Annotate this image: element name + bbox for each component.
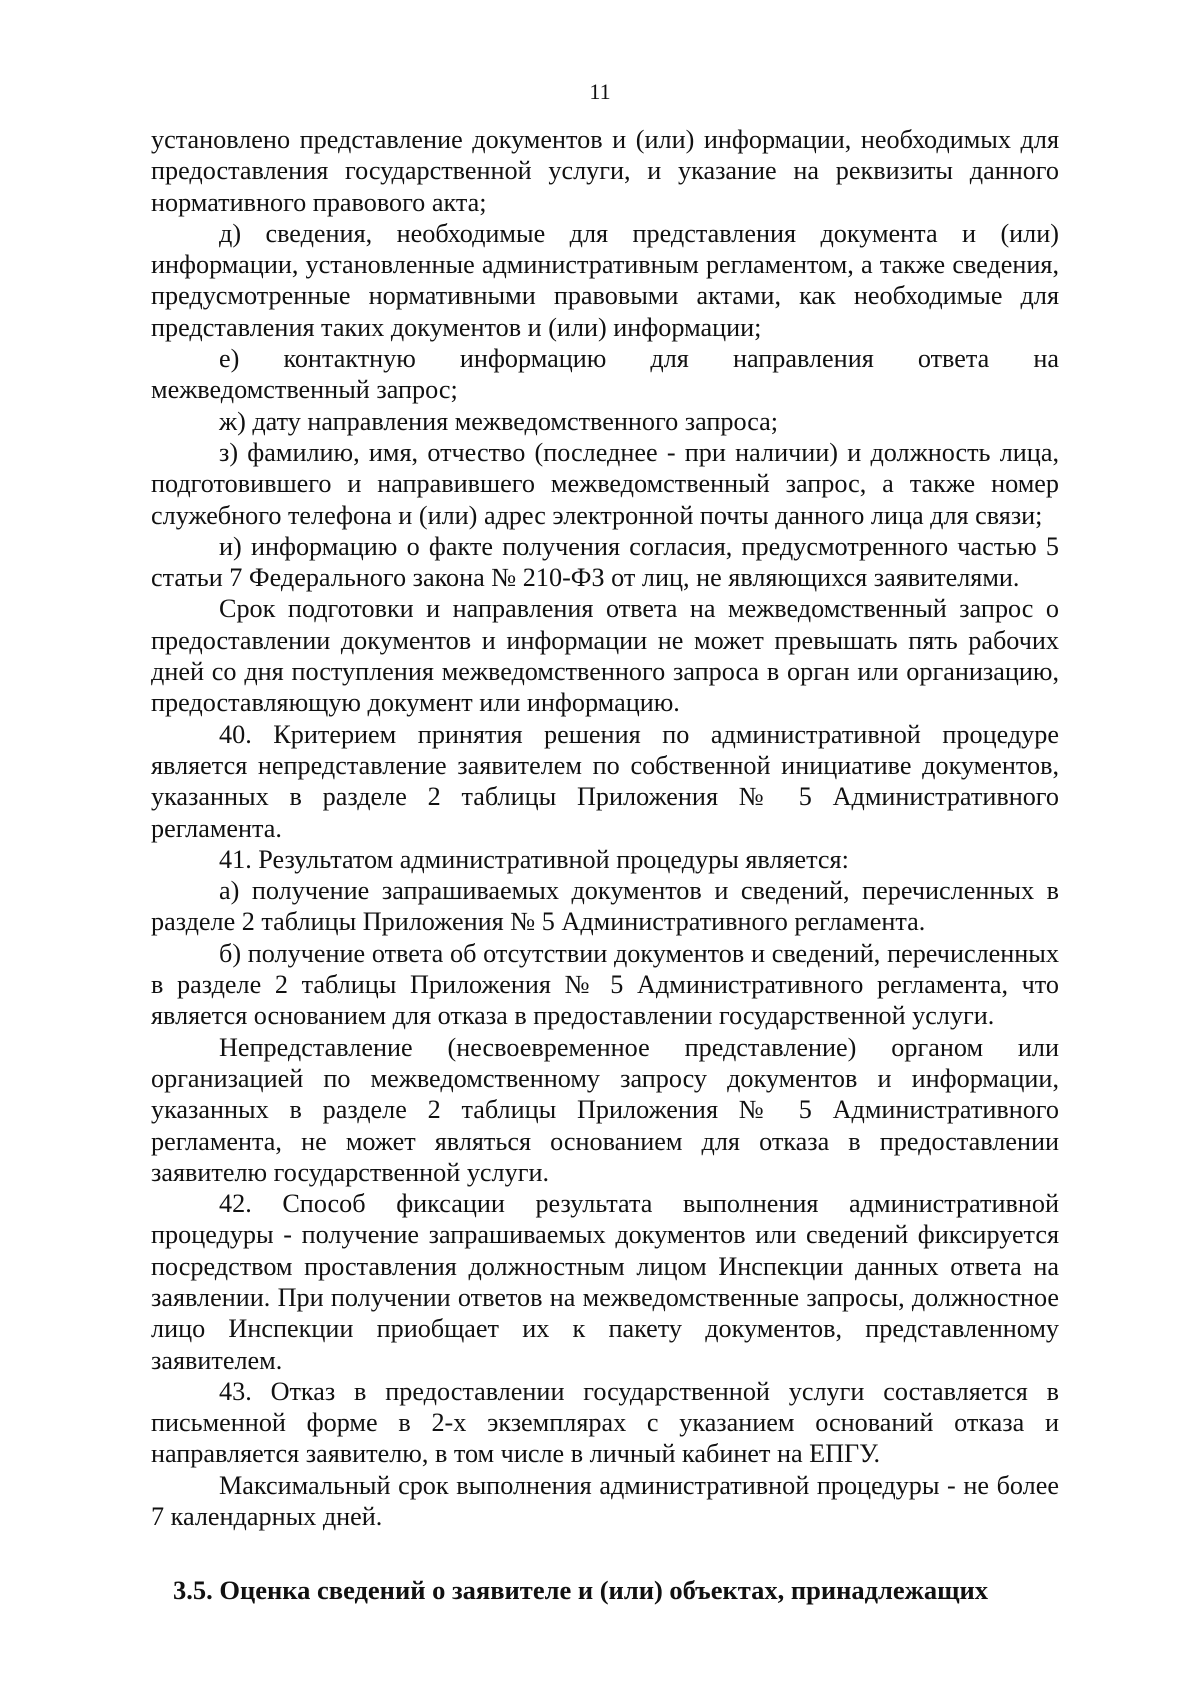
paragraph: д) сведения, необходимые для представления документа и (или) информации, установленные административным регламентом, а также сведения, предусмотренные нормативными правовыми актами, как необходимые для представления таких документов и (или) информации; xyxy=(151,218,1059,342)
paragraph: ж) дату направления межведомственного запроса; xyxy=(219,406,779,436)
paragraph: и) информацию о факте получения согласия, предусмотренного частью 5 статьи 7 Федерального закона № 210-ФЗ от лиц, не являющихся заявителями. xyxy=(151,531,1059,593)
paragraph: 43. Отказ в предоставлении государственной услуги составляется в письменной форме в 2-х экземплярах с указанием оснований отказа и направляется заявителю, в том числе в личный кабинет на ЕПГУ. xyxy=(151,1376,1059,1469)
paragraph: 40. Критерием принятия решения по административной процедуре является непредставление заявителем по собственной инициативе документов, указанных в разделе 2 таблицы Приложения № 5 Административного регламента. xyxy=(151,719,1059,843)
paragraph: установлено представление документов и (или) информации, необходимых для предоставления государственной услуги, и указание на реквизиты данного нормативного правового акта; xyxy=(151,125,1059,217)
paragraph: з) фамилию, имя, отчество (последнее - при наличии) и должность лица, подготовившего и направившего межведомственный запрос, а также номер служебного телефона и (или) адрес электронной почты данного лица для связи; xyxy=(151,437,1059,530)
document-body xyxy=(151,124,1059,1607)
paragraph: Максимальный срок выполнения административной процедуры - не более 7 календарных дней. xyxy=(151,1470,1059,1532)
paragraph: Непредставление (несвоевременное представление) органом или организацией по межведомственному запросу документов и информации, указанных в разделе 2 таблицы Приложения № 5 Административного регламента, не может являться основанием для отказа в предоставлении заявителю государственной услуги. xyxy=(151,1032,1059,1187)
paragraph: е) контактную информацию для направления ответа на межведомственный запрос; xyxy=(151,344,1059,405)
paragraph: б) получение ответа об отсутствии документов и сведений, перечисленных в разделе 2 таблицы Приложения № 5 Административного регламента, что является основанием для отказа в предоставлении государственной услуги. xyxy=(151,938,1059,1031)
section-heading: 3.5. Оценка сведений о заявителе и (или) объектах, принадлежащих xyxy=(173,1575,989,1606)
paragraph: 42. Способ фиксации результата выполнения административной процедуры - получение запрашиваемых документов или сведений фиксируется посредством проставления должностным лицом Инспекции данных ответа на заявлении. При получении ответов на межведомственные запросы, должностное лицо Инспекции приобщает их к пакету документов, представленному заявителем. xyxy=(151,1189,1059,1375)
paragraph: 41. Результатом административной процедуры является: xyxy=(219,844,849,874)
paragraph: Срок подготовки и направления ответа на межведомственный запрос о предоставлении документов и информации не может превышать пять рабочих дней со дня поступления межведомственного запроса в орган или организацию, предоставляющую документ или информацию. xyxy=(151,594,1059,718)
paragraph: а) получение запрашиваемых документов и сведений, перечисленных в разделе 2 таблицы Приложения № 5 Административного регламента. xyxy=(151,876,1059,937)
page-number: 11 xyxy=(589,79,611,104)
